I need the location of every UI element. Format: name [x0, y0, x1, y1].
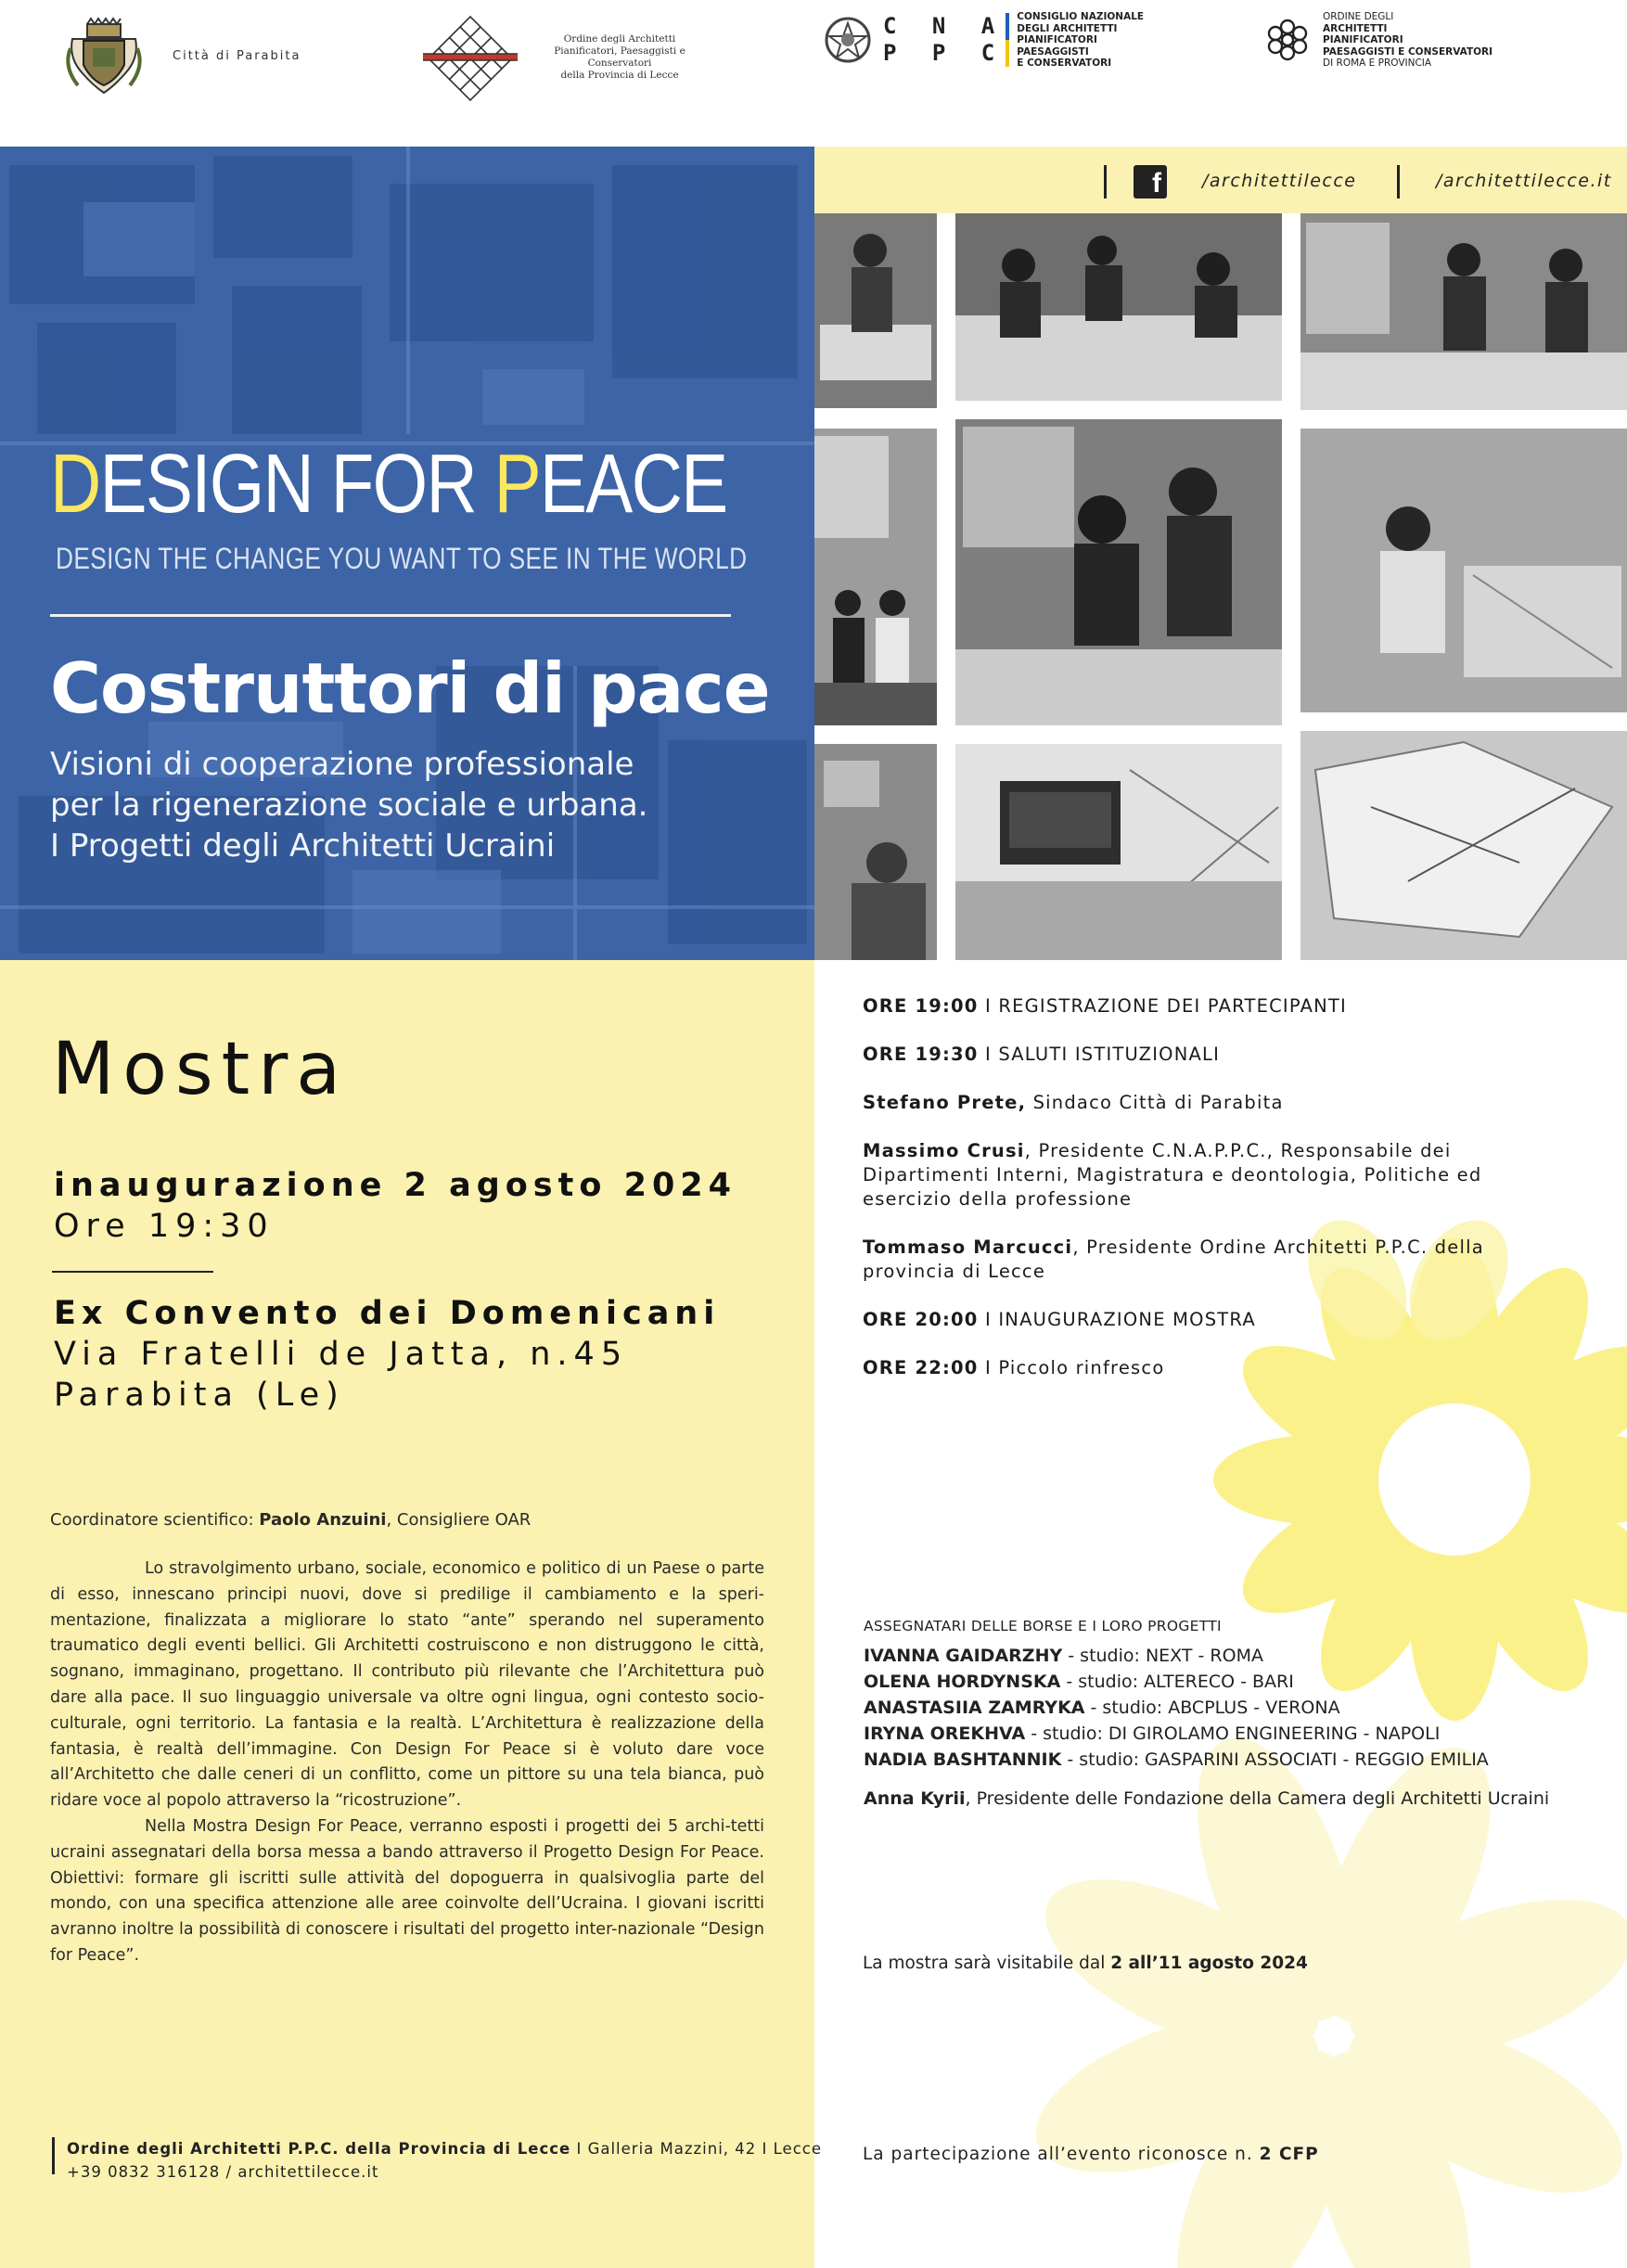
brand-initial-p: P [493, 438, 540, 531]
foundation-president [864, 1788, 1549, 1809]
assignee-name: ANASTASIIA ZAMRYKA [864, 1698, 1085, 1718]
venue-address: Via Fratelli de Jatta, n.45 [54, 1336, 629, 1373]
ordine-lecce-line: della Provincia di Lecce [560, 70, 679, 81]
photo-tile [814, 429, 937, 725]
logo-ordine-architetti-lecce [419, 11, 712, 104]
cfp-prefix: La partecipazione all’evento riconosce n. [863, 2145, 1260, 2164]
italian-emblem-icon [822, 12, 874, 68]
design-for-peace-logo [50, 440, 726, 529]
programme-item [863, 1308, 1568, 1332]
venue-city: Parabita (Le) [54, 1377, 345, 1414]
programme-item-text: , Presidente Ordine Architetti P.P.C. della provincia di Lecce [863, 1237, 1484, 1282]
programme-item-bold: ORE 19:30 [863, 1044, 979, 1065]
programme-item-text: I SALUTI ISTITUZIONALI [978, 1044, 1221, 1065]
exhibition-dates [863, 1954, 1308, 1973]
cfp-notice [863, 2145, 1319, 2164]
programme-item-bold: Stefano Prete, [863, 1092, 1027, 1113]
website-link[interactable]: /architettilecce.it [1436, 171, 1612, 191]
brand-initial-d: D [50, 438, 100, 531]
ordine-roma-line: PIANIFICATORI [1323, 34, 1403, 45]
cnappc-text [1017, 11, 1174, 70]
hero-subtitle-line: Visioni di cooperazione professionale [50, 746, 634, 783]
assignee-studio: - studio: NEXT - ROMA [1062, 1646, 1263, 1666]
ordine-roma-line: ORDINE DEGLI [1323, 11, 1394, 22]
photo-panel [814, 147, 1627, 960]
logo-ordine-roma [1265, 11, 1564, 70]
cnappc-text-line: PIANIFICATORI [1017, 34, 1097, 45]
assignee-row [864, 1723, 1440, 1744]
assignee-studio: - studio: DI GIROLAMO ENGINEERING - NAPOLI [1025, 1723, 1441, 1744]
cnappc-color-bar [1006, 13, 1009, 67]
social-divider [1397, 165, 1400, 199]
footer-address: I Galleria Mazzini, 42 I Lecce [570, 2140, 823, 2158]
inauguration-date: inaugurazione 2 agosto 2024 [54, 1167, 737, 1204]
photo-tile [1300, 429, 1627, 712]
assignees-heading: ASSEGNATARI DELLE BORSE E I LORO PROGETTI [864, 1618, 1222, 1634]
facebook-handle-link[interactable]: /architettilecce [1202, 171, 1357, 191]
president-name: Anna Kyrii [864, 1788, 966, 1809]
ordine-roma-line: ARCHITETTI [1323, 22, 1388, 34]
exhibition-dates-prefix: La mostra sarà visitabile dal [863, 1954, 1111, 1973]
facebook-icon[interactable]: f [1134, 165, 1167, 199]
logo-cnappc [822, 11, 1174, 70]
exhibition-description [50, 1557, 764, 1969]
photo-tile [814, 213, 937, 408]
photo-tile [955, 744, 1282, 960]
programme-item [863, 1356, 1568, 1380]
assignee-row [864, 1749, 1489, 1770]
ordine-roma-text [1323, 11, 1564, 70]
venue-name: Ex Convento dei Domenicani [54, 1295, 721, 1332]
photo-tile [955, 419, 1282, 725]
assignee-row [864, 1646, 1263, 1666]
programme-item-text: I REGISTRAZIONE DEI PARTECIPANTI [978, 995, 1347, 1017]
inauguration-time: Ore 19:30 [54, 1208, 275, 1245]
hero-divider [50, 614, 731, 617]
ordine-roma-line: PAESAGGISTI E CONSERVATORI [1323, 45, 1493, 58]
programme-item [863, 1236, 1568, 1284]
event-divider [52, 1271, 213, 1273]
assignee-studio: - studio: GASPARINI ASSOCIATI - REGGIO EMILIA [1061, 1749, 1489, 1770]
assignee-name: IRYNA OREKHVA [864, 1723, 1026, 1744]
president-role: , Presidente delle Fondazione della Camera degli Architetti Ucraini [965, 1788, 1550, 1809]
coordinator-name: Paolo Anzuini [259, 1510, 387, 1530]
brand-text-part: ESIGN FOR [99, 438, 494, 531]
programme-item [863, 1139, 1568, 1211]
logo-ordine-lecce-text [527, 33, 712, 82]
exhibition-dates-value: 2 all’11 agosto 2024 [1110, 1954, 1308, 1973]
photo-tile [814, 744, 937, 960]
cnappc-text-line: PAESAGGISTI [1017, 45, 1089, 58]
hero-subtitle-line: per la rigenerazione sociale e urbana. [50, 787, 648, 824]
programme-item [863, 1043, 1568, 1067]
footer-organization: Ordine degli Architetti P.P.C. della Provincia di Lecce [67, 2140, 571, 2158]
parabita-crest-icon [59, 11, 148, 100]
hero-subtitle-line: I Progetti degli Architetti Ucraini [50, 827, 556, 865]
cfp-value: 2 CFP [1259, 2145, 1319, 2164]
social-divider [1104, 165, 1107, 199]
assignee-name: OLENA HORDYNSKA [864, 1672, 1061, 1692]
social-links-bar [814, 147, 1627, 213]
programme-item-bold: ORE 20:00 [863, 1309, 979, 1330]
assignee-studio: - studio: ALTERECO - BARI [1060, 1672, 1294, 1692]
cnappc-letters-row: P P C [883, 40, 1006, 67]
hero-title: Costruttori di pace [50, 647, 770, 729]
programme-item-text: , Presidente C.N.A.P.P.C., Responsabile dei Dipartimenti Interni, Magistratura e deontologia, Politiche ed esercizio della professione [863, 1140, 1482, 1210]
footer-phone-website[interactable]: +39 0832 316128 / architettilecce.it [67, 2163, 379, 2181]
workshop-photo-grid [814, 213, 1627, 960]
logo-citta-di-parabita [59, 11, 301, 100]
assignee-studio: - studio: ABCPLUS - VERONA [1084, 1698, 1340, 1718]
programme-item-text: I INAUGURAZIONE MOSTRA [978, 1309, 1256, 1330]
logo-parabita-label: Città di Parabita [173, 48, 301, 63]
ordine-roma-flower-icon [1265, 12, 1310, 68]
cnappc-letters [883, 13, 1006, 67]
brand-text-part: EACE [539, 438, 727, 531]
hero-subtitle [50, 744, 647, 866]
assignee-name: NADIA BASHTANNIK [864, 1749, 1062, 1770]
programme-item-bold: Tommaso Marcucci [863, 1237, 1073, 1258]
assignee-row [864, 1698, 1340, 1718]
ordine-lecce-line: Ordine degli Architetti [563, 33, 676, 45]
cnappc-text-line: CONSIGLIO NAZIONALE [1017, 11, 1145, 22]
exhibition-heading: Mostra [52, 1028, 350, 1111]
cnappc-text-line: DEGLI ARCHITETTI [1017, 22, 1118, 34]
assignee-name: IVANNA GAIDARZHY [864, 1646, 1063, 1666]
cnappc-text-line: E CONSERVATORI [1017, 58, 1112, 69]
programme-item-bold: ORE 19:00 [863, 995, 979, 1017]
photo-tile [1300, 731, 1627, 960]
paragraph-text: ella Mostra Design For Peace, verranno esposti i progetti dei 5 archi-tetti ucraini assegnatari della borsa messa a bando attraverso il Progetto Design For Peace. Obiettivi: formare gli iscritti sulle attività del dopoguerra in qualsivoglia parte del mondo, con una specifica attenzione alle aree coinvolte dell’Ucraina. I giovani iscritti avranno inoltre la possibilità di conoscere i risultati del progetto inter-nazionale “Design for Peace”. [50, 1816, 764, 1965]
description-paragraph [50, 1814, 764, 1969]
paragraph-text: o stravolgimento urbano, sociale, economico e politico di un Paese o parte di esso, innescano principi nuovi, dove si predilige il cambiamento e la speri-mentazione, finalizzata a migliorare lo stato “ante” sperando nel superamento traumatico degli eventi bellici. Gli Architetti costruiscono e non distruggono le città, sognano, immaginano, progettano. Il contributo più rilevante che l’Architettura può dare alla pace. Il suo linguaggio universale va oltre ogni lingua, ogni contesto socio-culturale, ogni territorio. La fantasia e la realtà. L’Architettura è realizzazione della fantasia, è realtà dell’immagine. Con Design For Peace si è voluto dare voce all’Architetto che dalle ceneri di un conflitto, come un pittore su una tela bianca, può ridare voce al popolo attraverso la “ricostruzione”. [50, 1559, 764, 1811]
programme-item-text: Sindaco Città di Parabita [1026, 1092, 1284, 1113]
description-paragraph [50, 1557, 764, 1814]
coordinator-label: Coordinatore scientifico: [50, 1510, 260, 1530]
header-logos [0, 0, 1627, 147]
ordine-lecce-line: Pianificatori, Paesaggisti e Conservatori [554, 45, 685, 69]
brand-tagline: DESIGN THE CHANGE YOU WANT TO SEE IN THE WORLD [56, 542, 748, 575]
photo-tile [1300, 213, 1627, 410]
programme-item-bold: Massimo Crusi [863, 1140, 1025, 1161]
programme-item [863, 1091, 1568, 1115]
cnappc-letters-row: C N A [883, 13, 1006, 40]
coordinator-role: , Consigliere OAR [386, 1510, 532, 1530]
hero-banner [0, 147, 814, 960]
assignee-row [864, 1672, 1294, 1692]
footer-contacts [67, 2137, 822, 2184]
programme-item-text: I Piccolo rinfresco [978, 1357, 1165, 1378]
ordine-roma-line: DI ROMA E PROVINCIA [1323, 58, 1432, 69]
paragraph-initial: L [145, 1559, 154, 1578]
programme-item-bold: ORE 22:00 [863, 1357, 979, 1378]
photo-tile [955, 213, 1282, 401]
paragraph-initial: N [145, 1816, 158, 1836]
programme-item [863, 994, 1568, 1019]
scientific-coordinator [50, 1510, 531, 1530]
footer-divider [52, 2137, 55, 2174]
ordine-lecce-lattice-icon [419, 11, 521, 104]
